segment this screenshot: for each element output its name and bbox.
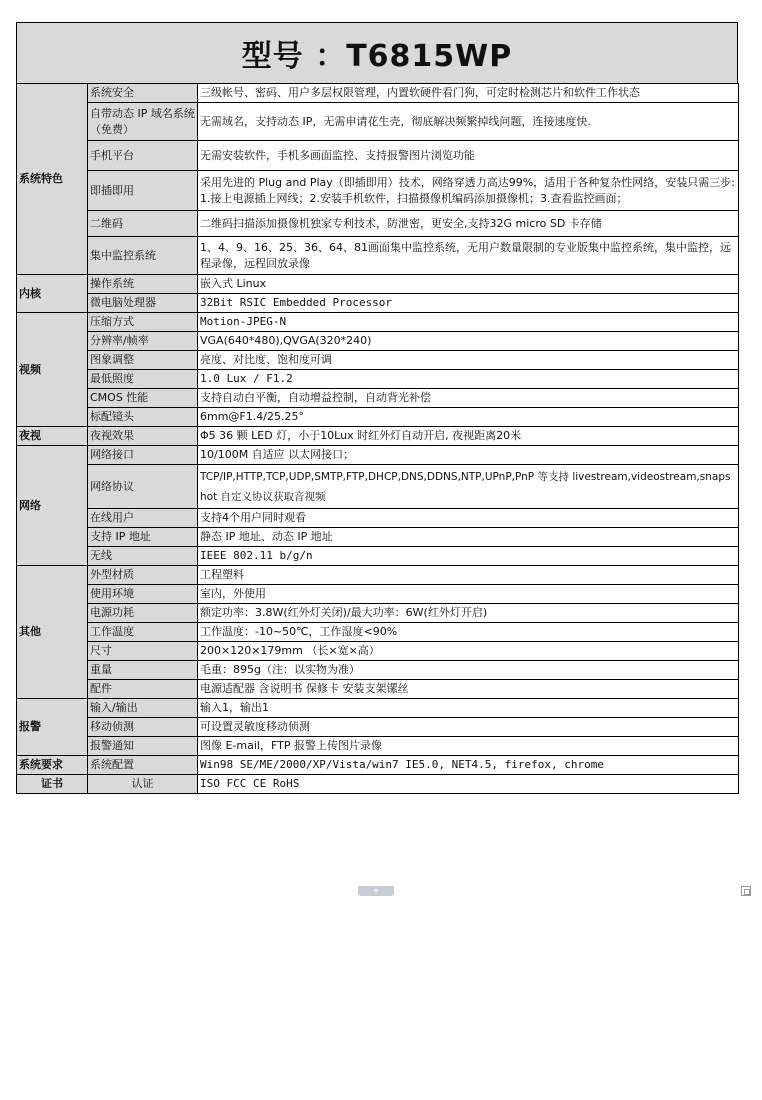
item-label: 夜视效果: [88, 427, 198, 446]
item-label: 自带动态 IP 域名系统（免费）: [88, 103, 198, 141]
category-alarm: 报警: [17, 699, 88, 756]
table-row: [17, 756, 739, 775]
item-value: 无需域名，支持动态 IP，无需申请花生壳，彻底解决频繁掉线问题，连接速度快.: [198, 103, 739, 141]
item-value: Win98 SE/ME/2000/XP/Vista/win7 IE5.0, NET4.5, firefox, chrome: [198, 756, 739, 775]
table-row: [17, 446, 739, 465]
item-value: IEEE 802.11 b/g/n: [198, 547, 739, 566]
item-value: TCP/IP,HTTP,TCP,UDP,SMTP,FTP,DHCP,DNS,DDNS,NTP,UPnP,PnP 等支持 livestream,videostream,snapshot 自定义协议获取音视频: [198, 465, 739, 509]
item-value: 电源适配器 含说明书 保修卡 安装支架镙丝: [198, 680, 739, 699]
item-label: 手机平台: [88, 141, 198, 171]
table-row: [17, 171, 739, 211]
table-row: [17, 509, 739, 528]
table-row: [17, 389, 739, 408]
item-value: 可设置灵敏度移动侦测: [198, 718, 739, 737]
table-row: [17, 775, 739, 794]
item-value: 支持自动白平衡，自动增益控制，自动背光补偿: [198, 389, 739, 408]
item-label: 压缩方式: [88, 313, 198, 332]
table-row: [17, 237, 739, 275]
item-label: 电源功耗: [88, 604, 198, 623]
item-label: 网络接口: [88, 446, 198, 465]
item-value: 1.0 Lux / F1.2: [198, 370, 739, 389]
table-row: [17, 699, 739, 718]
category-video: 视频: [17, 313, 88, 427]
table-resize-handle[interactable]: +: [358, 886, 394, 896]
item-value: 200×120×179mm （长×宽×高）: [198, 642, 739, 661]
table-row: [17, 465, 739, 509]
table-row: [17, 332, 739, 351]
category-system: 系统特色: [17, 84, 88, 275]
item-label: 尺寸: [88, 642, 198, 661]
item-label: 操作系统: [88, 275, 198, 294]
table-row: [17, 604, 739, 623]
item-value: 1、4、9、16、25、36、64、81画面集中监控系统，无用户数量限制的专业版集中监控系统，集中监控，远程录像，远程回放录像: [198, 237, 739, 275]
item-label: 图象调整: [88, 351, 198, 370]
item-value: 亮度、对比度、饱和度可调: [198, 351, 739, 370]
item-value: 无需安装软件，手机多画面监控、支持报警图片浏览功能: [198, 141, 739, 171]
table-row: [17, 680, 739, 699]
item-label: 即插即用: [88, 171, 198, 211]
item-value: 三级帐号、密码、用户多层权限管理，内置软硬件看门狗，可定时检测芯片和软件工作状态: [198, 84, 739, 103]
table-row: [17, 718, 739, 737]
item-label: 二维码: [88, 211, 198, 237]
table-row: [17, 585, 739, 604]
item-value: 6mm@F1.4/25.25°: [198, 408, 739, 427]
item-value: 采用先进的 Plug and Play（即插即用）技术，网络穿透力高达99%，适用于各种复杂性网络，安装只需三步:1.接上电源插上网线；2.安装手机软件，扫描摄像机编码添加摄像机；3.查看监控画面；: [198, 171, 739, 211]
item-value: 工程塑料: [198, 566, 739, 585]
category-core: 内核: [17, 275, 88, 313]
table-row: [17, 275, 739, 294]
table-row: [17, 661, 739, 680]
item-label: 标配镜头: [88, 408, 198, 427]
item-label: 认证: [88, 775, 198, 794]
item-label: 最低照度: [88, 370, 198, 389]
item-label: 重量: [88, 661, 198, 680]
category-network: 网络: [17, 446, 88, 566]
table-row: [17, 547, 739, 566]
table-row: [17, 141, 739, 171]
table-row: [17, 294, 739, 313]
page-title: 型号 ：T6815WP: [16, 22, 738, 84]
item-label: 系统安全: [88, 84, 198, 103]
category-other: 其他: [17, 566, 88, 699]
item-label: 网络协议: [88, 465, 198, 509]
item-label: 工作温度: [88, 623, 198, 642]
table-row: [17, 370, 739, 389]
table-row: [17, 566, 739, 585]
item-value: 毛重：895g（注：以实物为准）: [198, 661, 739, 680]
table-row: [17, 737, 739, 756]
category-requirements: 系统要求: [17, 756, 88, 775]
item-value: Φ5 36 颗 LED 灯，小于10Lux 时红外灯自动开启, 夜视距离20米: [198, 427, 739, 446]
item-value: 室内，外使用: [198, 585, 739, 604]
item-value: 图像 E-mail，FTP 报警上传图片录像: [198, 737, 739, 756]
table-row: [17, 351, 739, 370]
table-row: [17, 313, 739, 332]
item-value: Motion-JPEG-N: [198, 313, 739, 332]
category-cert: 证书: [17, 775, 88, 794]
item-label: 分辨率/帧率: [88, 332, 198, 351]
item-label: 报警通知: [88, 737, 198, 756]
spec-table: [16, 83, 739, 794]
table-row: [17, 528, 739, 547]
item-value: 10/100M 自适应 以太网接口；: [198, 446, 739, 465]
item-value: VGA(640*480),QVGA(320*240): [198, 332, 739, 351]
item-label: 微电脑处理器: [88, 294, 198, 313]
item-label: 集中监控系统: [88, 237, 198, 275]
item-label: 使用环境: [88, 585, 198, 604]
item-label: CMOS 性能: [88, 389, 198, 408]
item-label: 在线用户: [88, 509, 198, 528]
item-label: 无线: [88, 547, 198, 566]
item-value: 静态 IP 地址、动态 IP 地址: [198, 528, 739, 547]
table-row: [17, 623, 739, 642]
table-row: [17, 408, 739, 427]
item-label: 系统配置: [88, 756, 198, 775]
table-row: [17, 642, 739, 661]
table-corner-icon[interactable]: [741, 886, 751, 896]
table-row: [17, 103, 739, 141]
category-night: 夜视: [17, 427, 88, 446]
item-value: 输入1，输出1: [198, 699, 739, 718]
table-row: [17, 427, 739, 446]
item-label: 移动侦测: [88, 718, 198, 737]
item-value: 嵌入式 Linux: [198, 275, 739, 294]
item-label: 配件: [88, 680, 198, 699]
item-label: 外型材质: [88, 566, 198, 585]
table-row: [17, 84, 739, 103]
item-label: 支持 IP 地址: [88, 528, 198, 547]
item-value: 工作温度：-10~50℃，工作湿度<90%: [198, 623, 739, 642]
spec-sheet: [16, 22, 738, 794]
item-value: 支持4个用户同时观看: [198, 509, 739, 528]
item-value: 额定功率：3.8W(红外灯关闭)/最大功率：6W(红外灯开启): [198, 604, 739, 623]
item-label: 输入/输出: [88, 699, 198, 718]
item-value: 二维码扫描添加摄像机独家专利技术，防泄密，更安全,支持32G micro SD 卡存储: [198, 211, 739, 237]
item-value: 32Bit RSIC Embedded Processor: [198, 294, 739, 313]
table-row: [17, 211, 739, 237]
item-value: ISO FCC CE RoHS: [198, 775, 739, 794]
